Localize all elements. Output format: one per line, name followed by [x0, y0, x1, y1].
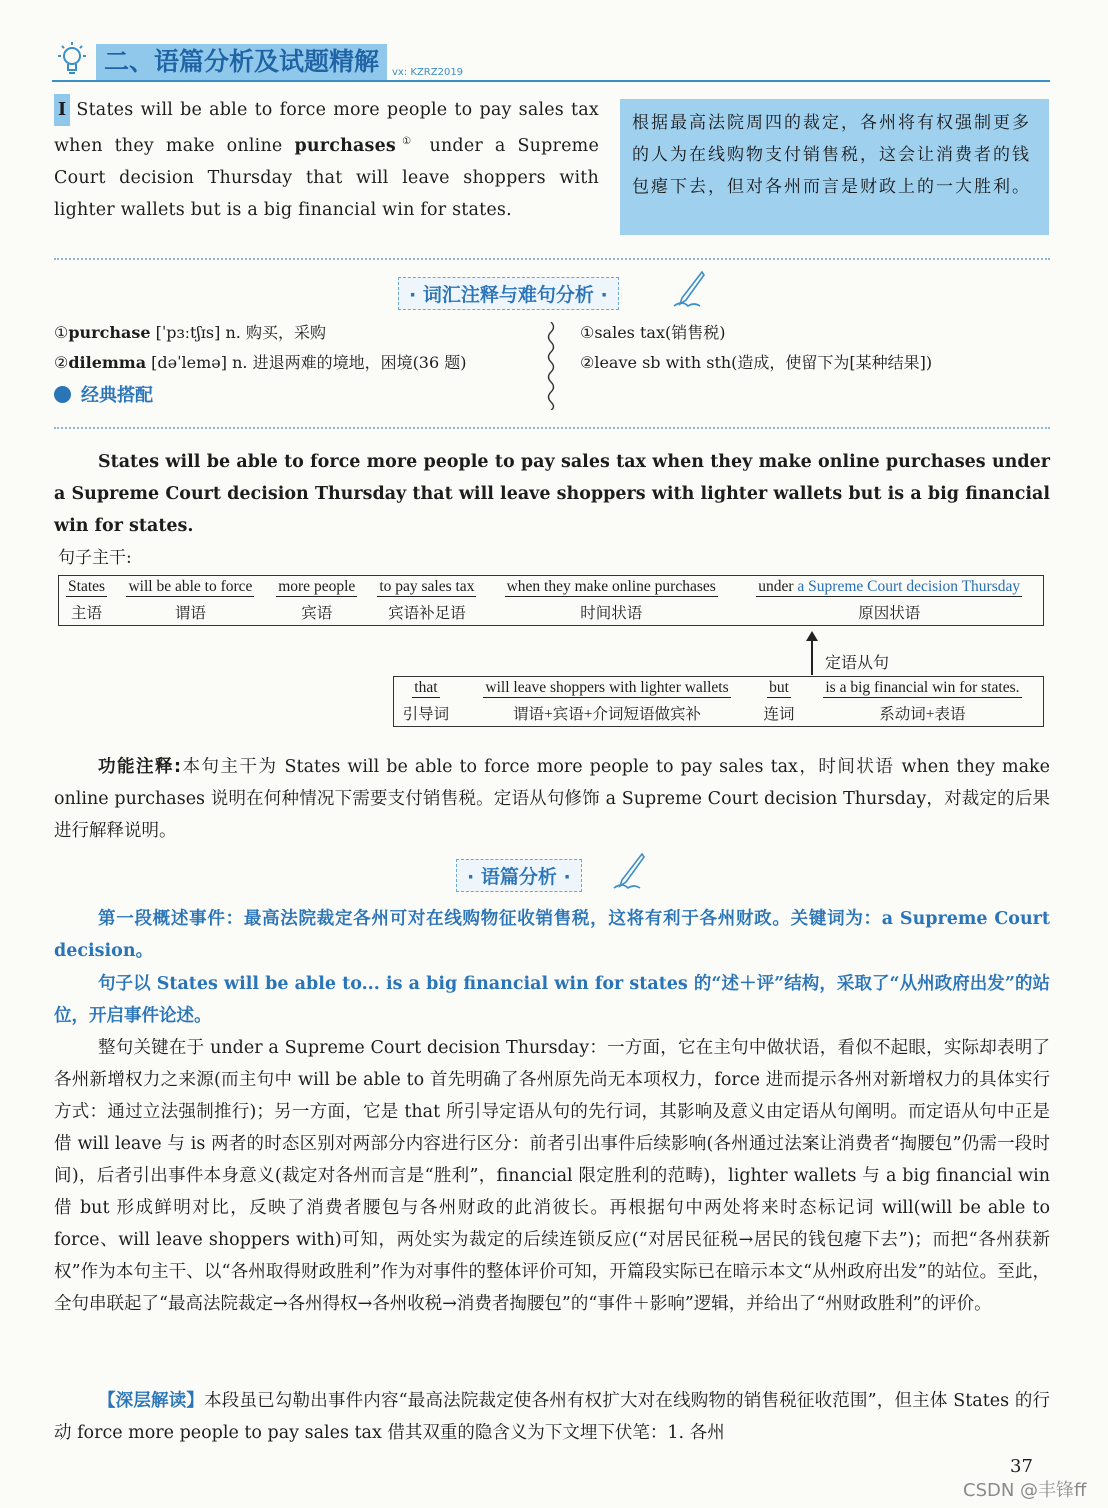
passage-text-a: States will be able to force more people to pay sales tax when they make online: [54, 100, 599, 156]
phrase-item: ①sales tax(销售税): [580, 323, 726, 342]
bullet-icon: [54, 386, 71, 403]
translation-box: 根据最高法院周四的裁定，各州将有权强制更多的人为在线购物支付销售税，这会让消费者的钱包瘪下去，但对各州而言是财政上的一大胜利。: [620, 99, 1049, 235]
deep-reading-paragraph: 【深层解读】本段虽已勾勒出事件内容“最高法院裁定使各州有权扩大对在线购物的销售税征收范围”，但主体 States 的行动 force more people to pay sales tax 借其双重的隐含义为下文埋下伏笔：1. 各州: [54, 1391, 1050, 1443]
vocab-item: ②dilemma [dəˈlemə] n. 进退两难的境地，困境(36 题): [54, 353, 467, 372]
summary-paragraph: 第一段概述事件：最高法院裁定各州可对在线购物征收销售税，这将有利于各州财政。关键词为：a Supreme Court decision。: [54, 909, 1050, 961]
footnote-mark: ①: [395, 136, 418, 147]
vocab-item: ①purchase [ˈpɜːtʃɪs] n. 购买，采购: [54, 323, 326, 342]
passage-text-b: under a Supreme Court decision Thursday that will leave shoppers with lighter wallets but is a big financial win for states.: [54, 135, 600, 220]
section-title: 二、语篇分析及试题精解: [96, 44, 387, 80]
dotted-divider: [54, 427, 1050, 429]
relative-clause-table: that will leave shoppers with lighter wallets but is a big financial win for states. 引导词 谓语+宾语+介词短语做宾补 连词 系动词+表语: [393, 676, 1044, 727]
header-tag: vx: KZRZ2019: [392, 67, 464, 78]
phrase-item: ②leave sb with sth(造成，使留下为[某种结果]): [580, 353, 933, 372]
pen-icon: [672, 270, 706, 308]
up-arrow-icon: [805, 631, 819, 677]
classic-collocation-heading: 经典搭配: [54, 381, 153, 407]
header-divider: [52, 80, 1050, 82]
paragraph-numeral: I: [54, 94, 70, 126]
discourse-section-label: · 语篇分析 ·: [456, 859, 582, 892]
watermark: CSDN @丰锋ff: [963, 1480, 1087, 1501]
sentence-analysis-table: States will be able to force more people to pay sales tax when they make online purchases under a Supreme Court decision Thursday 主语 谓语 宾语 宾语补足语 时间状语 原因状语: [58, 575, 1044, 626]
structure-paragraph: 句子以 States will be able to... is a big financial win for states 的“述＋评”结构，采取了“从州政府出发”的站位，开启事件论述。: [54, 974, 1050, 1026]
trunk-label: 句子主干:: [58, 548, 132, 568]
separator-squiggle: [544, 322, 558, 410]
relative-clause-label: 定语从句: [825, 653, 890, 672]
passage-bold-word: purchases: [294, 135, 396, 156]
analysis-paragraph: 整句关键在于 under a Supreme Court decision Thursday：一方面，它在主句中做状语，看似不起眼，实际却表明了各州新增权力之来源(而主句中 will be able to 首先明确了各州原先尚无本项权力，force 进而提示各州对新增权力的具体实行方式：通过立法强制推行)；另一方面，它是 that 所引导定语从句的先行词，其影响及意义由定语从句阐明。而定语从句中正是借 will leave 与 is 两者的时态区别对两部分内容进行区分：前者引出事件后续影响(各州通过法案让消费者“掏腰包”仍需一段时间)，后者引出事件本身意义(裁定对各州而言是“胜利”，financial 限定胜利的范畴)，lighter wallets 与 a big financial win 借 but 形成鲜明对比，反映了消费者腰包与各州财政的此消彼长。再根据句中两处将来时态标记词 will(will be able to force、will leave shoppers with)可知，两处实为裁定的后续连锁反应(“对居民征税→居民的钱包瘪下去”)；而把“各州获新权”作为本句主干、以“各州取得财政胜利”作为对事件的整体评价可知，开篇段实际已在暗示本文“从州政府出发”的站位。至此，全句串联起了“最高法院裁定→各州得权→各州收税→消费者掏腰包”的“事件＋影响”逻辑，并给出了“州财政胜利”的评价。: [54, 1038, 1050, 1314]
key-sentence: States will be able to force more people to pay sales tax when they make online purchases under a Supreme Court decision Thursday that will leave shoppers with lighter wallets but is a big financial win for states.: [54, 452, 1050, 536]
vocab-section-label: · 词汇注释与难句分析 ·: [398, 277, 619, 310]
page-number: 37: [1010, 1456, 1033, 1477]
dotted-divider: [54, 258, 1050, 260]
lightbulb-icon: [54, 40, 90, 78]
passage-paragraph: [54, 94, 599, 226]
function-note: 功能注释:本句主干为 States will be able to force more people to pay sales tax，时间状语 when they make online purchases 说明在何种情况下需要支付销售税。定语从句修饰 a Supreme Court decision Thursday，对裁定的后果进行解释说明。: [54, 757, 1051, 841]
pen-icon: [612, 852, 646, 890]
